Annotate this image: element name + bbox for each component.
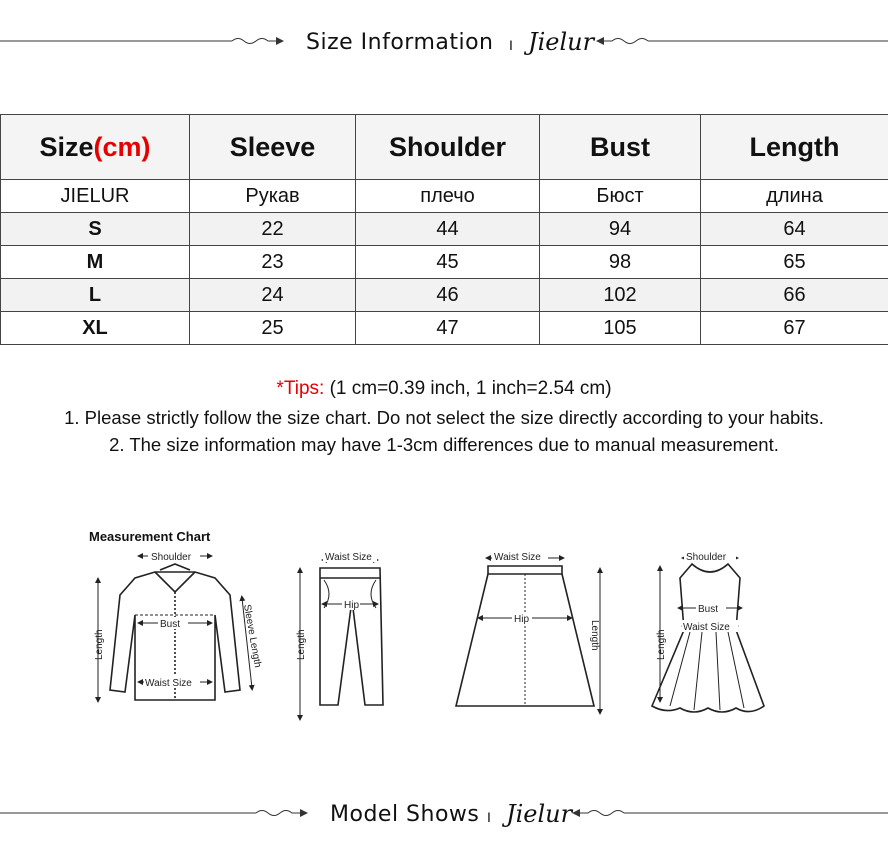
dress-length-label: Length [656, 629, 667, 660]
pants-hip-label: Hip [344, 600, 360, 611]
shirt-waist-label: Waist Size [145, 678, 192, 689]
dress-bust-label: Bust [698, 604, 719, 615]
header-bust: Bust [540, 115, 701, 180]
header-size: Size(cm) [1, 115, 190, 180]
size-table [0, 114, 888, 345]
table-cell: 102 [540, 279, 701, 312]
shirt-shoulder-label: Shoulder [151, 552, 192, 563]
skirt-length-label: Length [589, 620, 600, 651]
garment-diagrams [80, 520, 800, 740]
table-cell: 46 [356, 279, 540, 312]
subheader-cell: Бюст [540, 180, 701, 213]
table-row [1, 312, 888, 345]
table-cell: 25 [190, 312, 356, 345]
tips-conversion-text: (1 cm=0.39 inch, 1 inch=2.54 cm) [324, 378, 612, 399]
table-cell: 94 [540, 213, 701, 246]
tips-conversion [0, 378, 888, 400]
size-cell: M [1, 246, 190, 279]
table-header-row [1, 115, 888, 180]
shirt-length-label: Length [94, 629, 105, 660]
table-row [1, 279, 888, 312]
dress-shoulder-label: Shoulder [686, 552, 727, 563]
table-cell: 66 [701, 279, 888, 312]
measurement-chart [80, 520, 800, 740]
table-row [1, 246, 888, 279]
skirt-diagram [456, 558, 600, 712]
table-cell: 65 [701, 246, 888, 279]
pants-waist-label: Waist Size [325, 552, 372, 563]
dress-waist-label: Waist Size [683, 622, 730, 633]
tips-line-2: 2. The size information may have 1-3cm differences due to manual measurement. [109, 434, 779, 455]
table-cell: 24 [190, 279, 356, 312]
table-subheader-row [1, 180, 888, 213]
dress-diagram [652, 558, 764, 712]
brand-name: Jielur [506, 800, 573, 828]
header-divider [0, 24, 888, 64]
separator: I [509, 37, 513, 53]
table-cell: 22 [190, 213, 356, 246]
section-title: Size Information [306, 30, 494, 55]
skirt-waist-label: Waist Size [494, 552, 541, 563]
header-length: Length [701, 115, 888, 180]
pants-diagram [300, 560, 383, 718]
header-sleeve: Sleeve [190, 115, 356, 180]
subheader-cell: плечо [356, 180, 540, 213]
size-cell: S [1, 213, 190, 246]
shirt-sleeve-label: Sleeve Length [241, 603, 263, 669]
table-cell: 47 [356, 312, 540, 345]
table-cell: 67 [701, 312, 888, 345]
table-cell: 105 [540, 312, 701, 345]
skirt-hip-label: Hip [514, 614, 530, 625]
brand-name: Jielur [528, 28, 595, 56]
measurement-chart-title: Measurement Chart [89, 529, 211, 544]
footer-divider [0, 796, 888, 836]
shirt-bust-label: Bust [160, 619, 181, 630]
table-row [1, 213, 888, 246]
header-shoulder: Shoulder [356, 115, 540, 180]
size-cell: XL [1, 312, 190, 345]
table-cell: 45 [356, 246, 540, 279]
separator: I [487, 809, 491, 825]
table-cell: 44 [356, 213, 540, 246]
tips-line-1: 1. Please strictly follow the size chart. Do not select the size directly according to your habits. [64, 407, 824, 428]
subheader-cell: Рукав [190, 180, 356, 213]
pants-length-label: Length [296, 629, 307, 660]
subheader-cell: длина [701, 180, 888, 213]
table-cell: 23 [190, 246, 356, 279]
tips-label: *Tips: [276, 378, 325, 399]
table-cell: 64 [701, 213, 888, 246]
table-cell: 98 [540, 246, 701, 279]
size-cell: L [1, 279, 190, 312]
section-title: Model Shows [330, 802, 480, 827]
subheader-cell: JIELUR [1, 180, 190, 213]
